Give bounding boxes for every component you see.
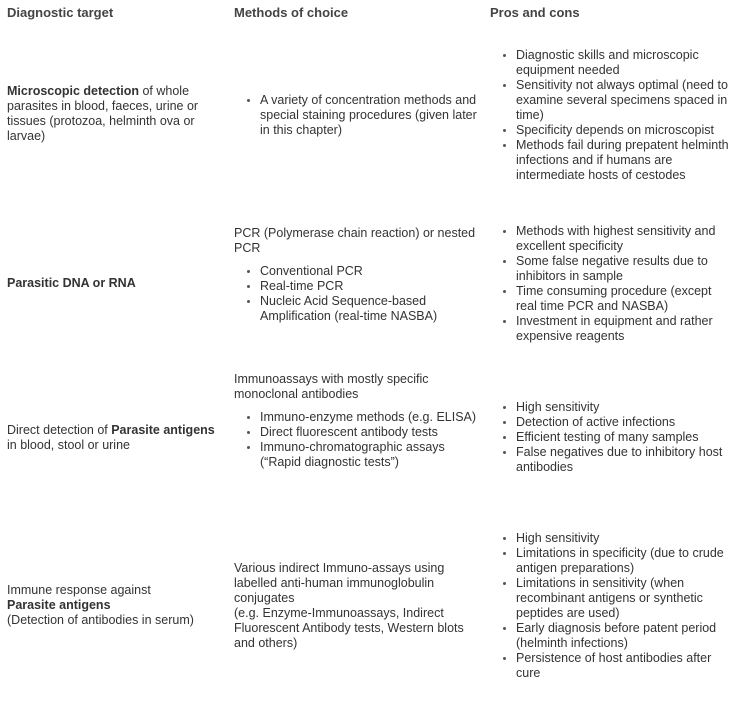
list-item: • Investment in equipment and rather expensive reagents (516, 314, 732, 344)
list-item: • High sensitivity (516, 400, 732, 415)
list-item: • Real-time PCR (260, 279, 484, 294)
list-item: • Some false negative results due to inhibitors in sample (516, 254, 732, 284)
list-item: • Efficient testing of many samples (516, 430, 732, 445)
row2-target-bold: Parasitic DNA or RNA (7, 276, 136, 290)
row3-pros (490, 400, 732, 475)
list-item: • Detection of active infections (516, 415, 732, 430)
list-item: • Methods with highest sensitivity and excellent specificity (516, 224, 732, 254)
row2-target (7, 276, 227, 291)
list-item: • False negatives due to inhibitory host antibodies (516, 445, 732, 475)
row4-methods-text2: (e.g. Enzyme-Immunoassays, Indirect Fluorescent Antibody tests, Western blots and others) (234, 606, 464, 650)
row1-target-bold: Microscopic detection (7, 84, 139, 98)
list-item: • Early diagnosis before patent period (helminth infections) (516, 621, 732, 651)
row3-target (7, 423, 227, 453)
row4-methods-text: Various indirect Immuno-assays using labelled anti-human immunoglobulin conjugates (234, 561, 445, 605)
list-item: • Immuno-chromatographic assays (“Rapid diagnostic tests”) (260, 440, 484, 470)
list-item: • Diagnostic skills and microscopic equipment needed (516, 48, 732, 78)
row3-methods-intro: Immunoassays with mostly specific monoclonal antibodies (234, 372, 429, 401)
row3-methods (234, 372, 484, 470)
row2-methods-intro: PCR (Polymerase chain reaction) or nested PCR (234, 226, 476, 255)
row1-pros (490, 48, 732, 183)
row4-target-pre: Immune response against (7, 583, 151, 597)
row1-methods (234, 93, 484, 138)
list-item: • Sensitivity not always optimal (need to examine several specimens spaced in time) (516, 78, 732, 123)
row4-methods (234, 561, 484, 651)
row3-target-pre: Direct detection of (7, 423, 112, 437)
header-diagnostic-target: Diagnostic target (7, 5, 114, 20)
row3-target-rest: in blood, stool or urine (7, 438, 130, 452)
header-pros-and-cons: Pros and cons (490, 5, 580, 20)
list-item: • Time consuming procedure (except real time PCR and NASBA) (516, 284, 732, 314)
list-item: • Conventional PCR (260, 264, 484, 279)
list-item: • Nucleic Acid Sequence-based Amplification (real-time NASBA) (260, 294, 484, 324)
row3-target-bold: Parasite antigens (111, 423, 215, 437)
row1-target-rest: of whole parasites in blood, faeces, urine or tissues (protozoa, helminth ova or larvae) (7, 84, 199, 143)
list-item: • Persistence of host antibodies after cure (516, 651, 732, 681)
list-item: • Immuno-enzyme methods (e.g. ELISA) (260, 410, 484, 425)
row4-target (7, 583, 227, 628)
list-item: • Methods fail during prepatent helminth infections and if humans are intermediate hosts of cestodes (516, 138, 732, 183)
list-item: • Specificity depends on microscopist (516, 123, 732, 138)
list-item: • Direct fluorescent antibody tests (260, 425, 484, 440)
row2-pros (490, 224, 732, 344)
list-item: • Limitations in specificity (due to crude antigen preparations) (516, 546, 732, 576)
list-item: • A variety of concentration methods and special staining procedures (given later in this chapter) (260, 93, 484, 138)
row2-methods (234, 226, 484, 324)
row4-target-rest: (Detection of antibodies in serum) (7, 613, 194, 627)
row4-target-bold: Parasite antigens (7, 598, 111, 612)
row4-pros (490, 531, 732, 681)
list-item: • High sensitivity (516, 531, 732, 546)
header-methods-of-choice: Methods of choice (234, 5, 349, 20)
list-item: • Limitations in sensitivity (when recombinant antigens or synthetic peptides are used) (516, 576, 732, 621)
row1-target (7, 84, 227, 144)
